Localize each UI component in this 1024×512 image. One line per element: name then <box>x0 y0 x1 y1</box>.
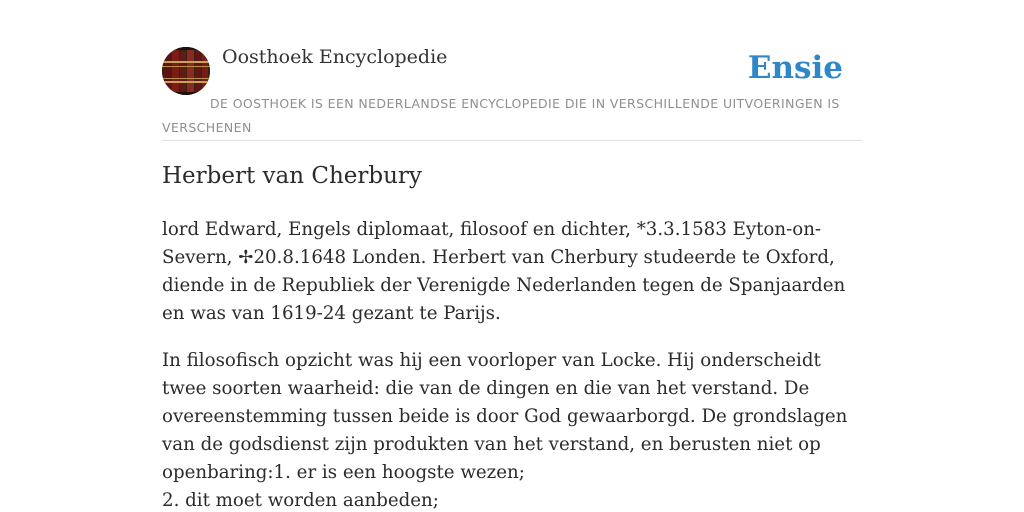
article-paragraph: lord Edward, Engels diplomaat, filosoof en dichter, *3.3.1583 Eyton-on-Severn, ✢20.8.1648 Londen. Herbert van Cherbury studeerde te Oxford, diende in de Republiek der Verenigde Nederlanden tegen de Spanjaarden en was van 1619-24 gezant te Parijs. <box>162 219 846 324</box>
site-tagline: DE OOSTHOEK IS EEN NEDERLANDSE ENCYCLOPEDIE DIE IN VERSCHILLENDE UITVOERINGEN IS VERSCHENEN <box>162 96 840 135</box>
site-header <box>162 44 862 141</box>
article-body <box>162 216 862 512</box>
brand-logo[interactable]: Ensie <box>747 50 843 86</box>
article-paragraph <box>162 347 862 512</box>
article-list-item: 2. dit moet worden aanbeden; <box>162 490 439 511</box>
article-paragraph-text: In filosofisch opzicht was hij een voorloper van Locke. Hij onderscheidt twee soorten waarheid: die van de dingen en die van het verstand. De overeenstemming tussen beide is door God gewaarborgd. De grondslagen van de godsdienst zijn produkten van het verstand, en berusten niet op openbaring:1. er is een hoogste wezen; <box>162 350 848 483</box>
site-avatar-books-icon[interactable] <box>162 47 210 95</box>
article-title: Herbert van Cherbury <box>162 163 422 189</box>
site-title[interactable]: Oosthoek Encyclopedie <box>222 46 448 68</box>
